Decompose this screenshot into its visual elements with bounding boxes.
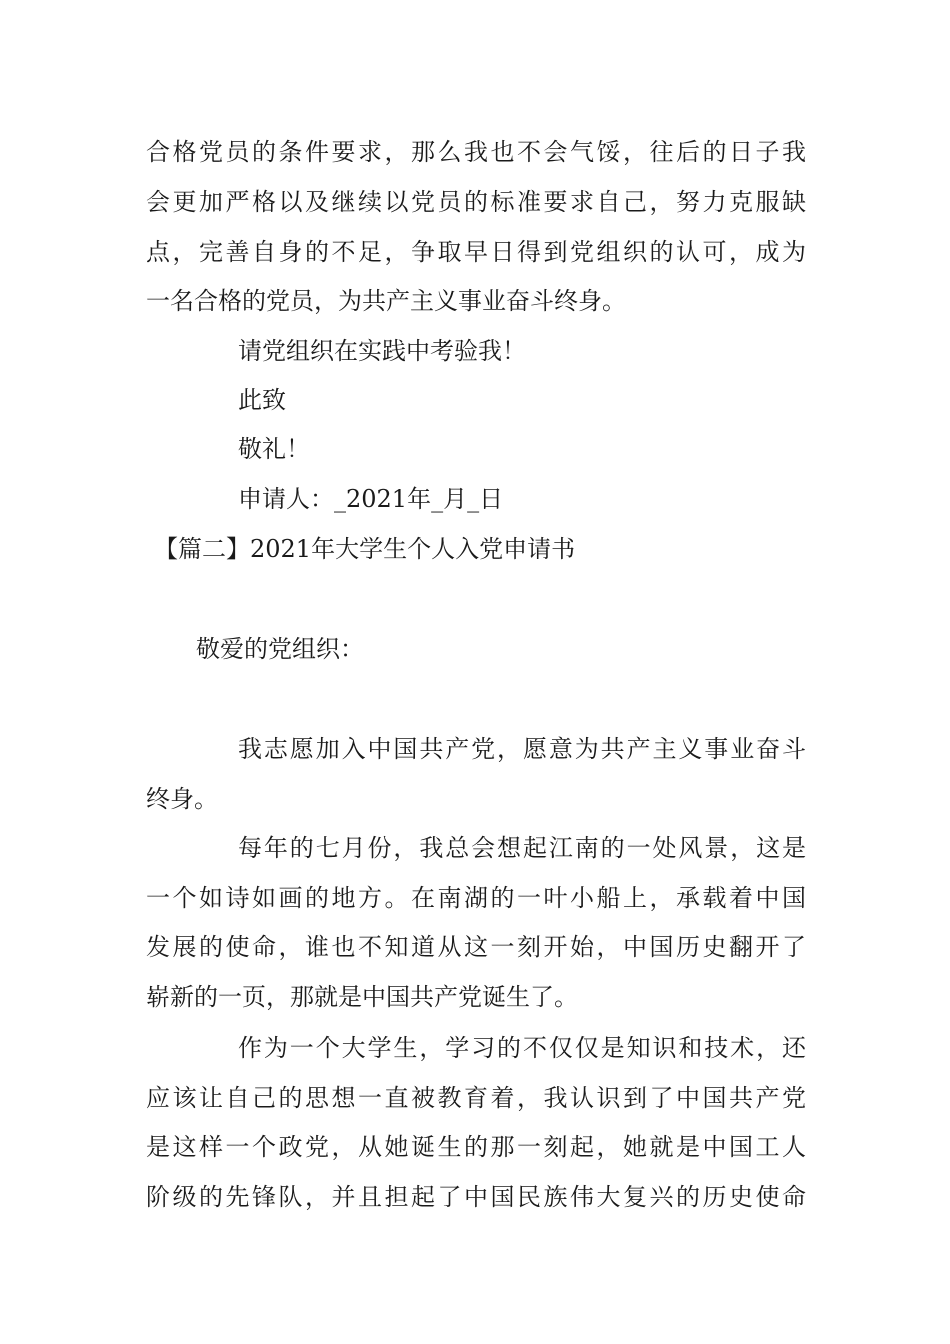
- paragraph-line: 发展的使命，谁也不知道从这一刻开始，中国历史翻开了: [146, 933, 806, 961]
- greeting-line: 敬爱的党组织：: [196, 635, 364, 663]
- paragraph-line: 点，完善自身的不足，争取早日得到党组织的认可，成为: [146, 238, 806, 266]
- paragraph-line: 每年的七月份，我总会想起江南的一处风景，这是: [238, 834, 806, 862]
- paragraph-line: 一名合格的党员，为共产主义事业奋斗终身。: [146, 287, 626, 315]
- paragraph-line: 崭新的一页，那就是中国共产党诞生了。: [146, 983, 578, 1011]
- paragraph-line: 会更加严格以及继续以党员的标准要求自己，努力克服缺: [146, 188, 806, 216]
- paragraph-line: 一个如诗如画的地方。在南湖的一叶小船上，承载着中国: [146, 884, 806, 912]
- paragraph-line: 终身。: [146, 785, 218, 813]
- paragraph-line: 是这样一个政党，从她诞生的那一刻起，她就是中国工人: [146, 1133, 806, 1161]
- respect-line: 敬礼！: [238, 435, 310, 463]
- paragraph-line: 阶级的先锋队，并且担起了中国民族伟大复兴的历史使命: [146, 1183, 806, 1211]
- paragraph-line: 我志愿加入中国共产党，愿意为共产主义事业奋斗: [238, 735, 806, 763]
- paragraph-line: 合格党员的条件要求，那么我也不会气馁，往后的日子我: [146, 138, 806, 166]
- closing-line: 请党组织在实践中考验我！: [238, 337, 526, 365]
- paragraph-line: 作为一个大学生，学习的不仅仅是知识和技术，还: [238, 1034, 806, 1062]
- salutation-line: 此致: [238, 386, 286, 414]
- paragraph-line: 应该让自己的思想一直被教育着，我认识到了中国共产党: [146, 1084, 806, 1112]
- signature-line: 申请人：_2021年_月_日: [238, 485, 504, 513]
- section-heading: 【篇二】2021年大学生个人入党申请书: [154, 535, 576, 563]
